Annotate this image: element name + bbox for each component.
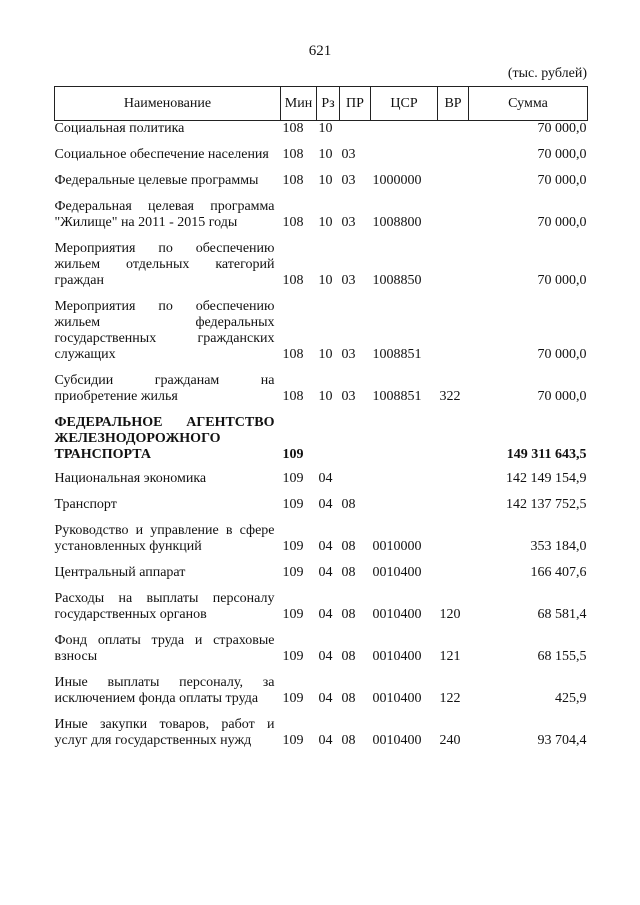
cell-csr: 1008800: [372, 215, 422, 230]
cell-sum: 68 155,5: [537, 649, 587, 664]
cell-csr: [371, 121, 438, 138]
budget-table: [54, 86, 588, 749]
page-number: 621: [308, 43, 332, 59]
cell-min: 108: [282, 121, 304, 136]
header-min: Мин: [281, 87, 317, 121]
cell-rz: 04: [318, 471, 333, 486]
cell-min: 109: [282, 539, 304, 554]
cell-vr: [438, 405, 469, 463]
cell-name: Руководство и управление в сфере установленных функций: [54, 523, 275, 554]
cell-pr: 08: [341, 691, 356, 706]
cell-pr: 08: [341, 539, 356, 554]
cell-sum: 70 000,0: [537, 215, 587, 230]
cell-name: Мероприятия по обеспечению жильем отдельных категорий граждан: [54, 241, 275, 288]
cell-csr: 1008850: [372, 273, 422, 288]
cell-rz: 04: [318, 691, 333, 706]
cell-rz: 04: [318, 539, 333, 554]
cell-pr: 03: [341, 173, 356, 188]
table-row: [55, 487, 588, 513]
cell-rz: 04: [318, 607, 333, 622]
cell-rz: 04: [318, 565, 333, 580]
cell-csr: [371, 405, 438, 463]
cell-sum: 425,9: [555, 691, 587, 706]
cell-sum: 166 407,6: [530, 565, 587, 580]
header-name: Наименование: [55, 87, 281, 121]
cell-name: ФЕДЕРАЛЬНОЕ АГЕНТСТВО ЖЕЛЕЗНОДОРОЖНОГО ТРАНСПОРТА: [54, 415, 275, 462]
cell-sum: 70 000,0: [537, 273, 587, 288]
header-sum: Сумма: [469, 87, 588, 121]
table-row: [55, 623, 588, 665]
cell-name: Иные выплаты персоналу, за исключением фонда оплаты труда: [54, 675, 275, 706]
cell-vr: [438, 163, 469, 189]
cell-csr: 0010400: [372, 565, 422, 580]
cell-sum: 70 000,0: [537, 121, 587, 136]
cell-name: Субсидии гражданам на приобретение жилья: [54, 373, 275, 404]
cell-pr: [340, 463, 371, 487]
cell-vr: [438, 137, 469, 163]
cell-rz: 04: [318, 733, 333, 748]
cell-pr: 08: [341, 565, 356, 580]
cell-min: 109: [282, 733, 304, 748]
cell-sum: 70 000,0: [537, 389, 587, 404]
cell-min: 109: [282, 691, 304, 706]
cell-pr: 03: [341, 347, 356, 362]
cell-name: Иные закупки товаров, работ и услуг для государственных нужд: [54, 717, 275, 748]
cell-pr: 03: [341, 273, 356, 288]
cell-sum: 68 581,4: [537, 607, 587, 622]
table-row: [55, 363, 588, 405]
cell-csr: [371, 487, 438, 513]
table-row: [55, 231, 588, 289]
table-row: [55, 137, 588, 163]
cell-vr: [438, 121, 469, 138]
cell-csr: [371, 137, 438, 163]
cell-min: 109: [282, 497, 304, 512]
cell-vr: [438, 289, 469, 363]
cell-vr: [438, 231, 469, 289]
cell-name: Национальная экономика: [54, 471, 207, 486]
cell-min: 108: [282, 147, 304, 162]
table-row: [55, 707, 588, 749]
cell-rz: 10: [318, 173, 333, 188]
cell-pr: 08: [341, 607, 356, 622]
cell-min: 109: [282, 607, 304, 622]
header-csr: ЦСР: [371, 87, 438, 121]
units-label: (тыс. рублей): [507, 66, 587, 81]
cell-vr: 121: [439, 649, 461, 664]
cell-sum: 142 149 154,9: [506, 471, 587, 486]
cell-vr: 322: [439, 389, 461, 404]
cell-pr: 08: [341, 733, 356, 748]
cell-name: Центральный аппарат: [54, 565, 186, 580]
cell-csr: 0010400: [372, 607, 422, 622]
table-row: [55, 405, 588, 463]
cell-pr: 08: [341, 649, 356, 664]
cell-vr: 122: [439, 691, 461, 706]
cell-min: 108: [282, 173, 304, 188]
table-row: [55, 163, 588, 189]
cell-pr: 03: [341, 215, 356, 230]
cell-sum: 142 137 752,5: [506, 497, 587, 512]
cell-min: 109: [282, 471, 304, 486]
cell-csr: 1008851: [372, 347, 422, 362]
cell-rz: 10: [318, 389, 333, 404]
table-header-row: [55, 87, 588, 121]
cell-min: 109: [282, 447, 304, 462]
cell-pr: 03: [341, 389, 356, 404]
cell-sum: 353 184,0: [530, 539, 587, 554]
table-row: [55, 581, 588, 623]
cell-name: Социальная политика: [54, 121, 185, 136]
cell-rz: 10: [318, 215, 333, 230]
cell-vr: [438, 189, 469, 231]
cell-min: 108: [282, 347, 304, 362]
cell-rz: 10: [318, 347, 333, 362]
cell-pr: [340, 405, 371, 463]
cell-sum: 70 000,0: [537, 347, 587, 362]
cell-min: 108: [282, 273, 304, 288]
table-row: [55, 665, 588, 707]
cell-min: 109: [282, 649, 304, 664]
table-row: [55, 189, 588, 231]
table-body: [55, 121, 588, 750]
cell-csr: 1000000: [372, 173, 422, 188]
header-vr: ВР: [438, 87, 469, 121]
cell-name: Федеральная целевая программа "Жилище" на 2011 - 2015 годы: [54, 199, 275, 230]
cell-sum: 93 704,4: [537, 733, 587, 748]
cell-rz: 04: [318, 497, 333, 512]
cell-rz: 10: [318, 273, 333, 288]
cell-min: 108: [282, 215, 304, 230]
cell-csr: 0010400: [372, 691, 422, 706]
cell-rz: 04: [318, 649, 333, 664]
cell-min: 109: [282, 565, 304, 580]
cell-csr: 0010000: [372, 539, 422, 554]
cell-csr: 1008851: [372, 389, 422, 404]
cell-vr: [438, 513, 469, 555]
cell-vr: [438, 487, 469, 513]
cell-pr: [340, 121, 371, 138]
cell-name: Мероприятия по обеспечению жильем федеральных государственных гражданских служащих: [54, 299, 275, 362]
cell-vr: 240: [439, 733, 461, 748]
cell-rz: 10: [318, 121, 333, 136]
cell-name: Федеральные целевые программы: [54, 173, 259, 188]
cell-pr: 08: [341, 497, 356, 512]
table-row: [55, 121, 588, 138]
cell-name: Социальное обеспечение населения: [54, 147, 269, 162]
cell-min: 108: [282, 389, 304, 404]
cell-sum: 149 311 643,5: [506, 447, 587, 462]
cell-csr: [371, 463, 438, 487]
cell-csr: 0010400: [372, 733, 422, 748]
cell-name: Расходы на выплаты персоналу государственных органов: [54, 591, 275, 622]
cell-vr: [438, 463, 469, 487]
header-pr: ПР: [340, 87, 371, 121]
cell-rz: [317, 405, 340, 463]
cell-pr: 03: [341, 147, 356, 162]
cell-sum: 70 000,0: [537, 173, 587, 188]
cell-vr: [438, 555, 469, 581]
cell-vr: 120: [439, 607, 461, 622]
table-row: [55, 463, 588, 487]
table-row: [55, 289, 588, 363]
cell-csr: 0010400: [372, 649, 422, 664]
cell-name: Фонд оплаты труда и страховые взносы: [54, 633, 275, 664]
header-rz: Рз: [317, 87, 340, 121]
cell-rz: 10: [318, 147, 333, 162]
table-row: [55, 555, 588, 581]
cell-name: Транспорт: [54, 497, 117, 512]
table-row: [55, 513, 588, 555]
cell-sum: 70 000,0: [537, 147, 587, 162]
